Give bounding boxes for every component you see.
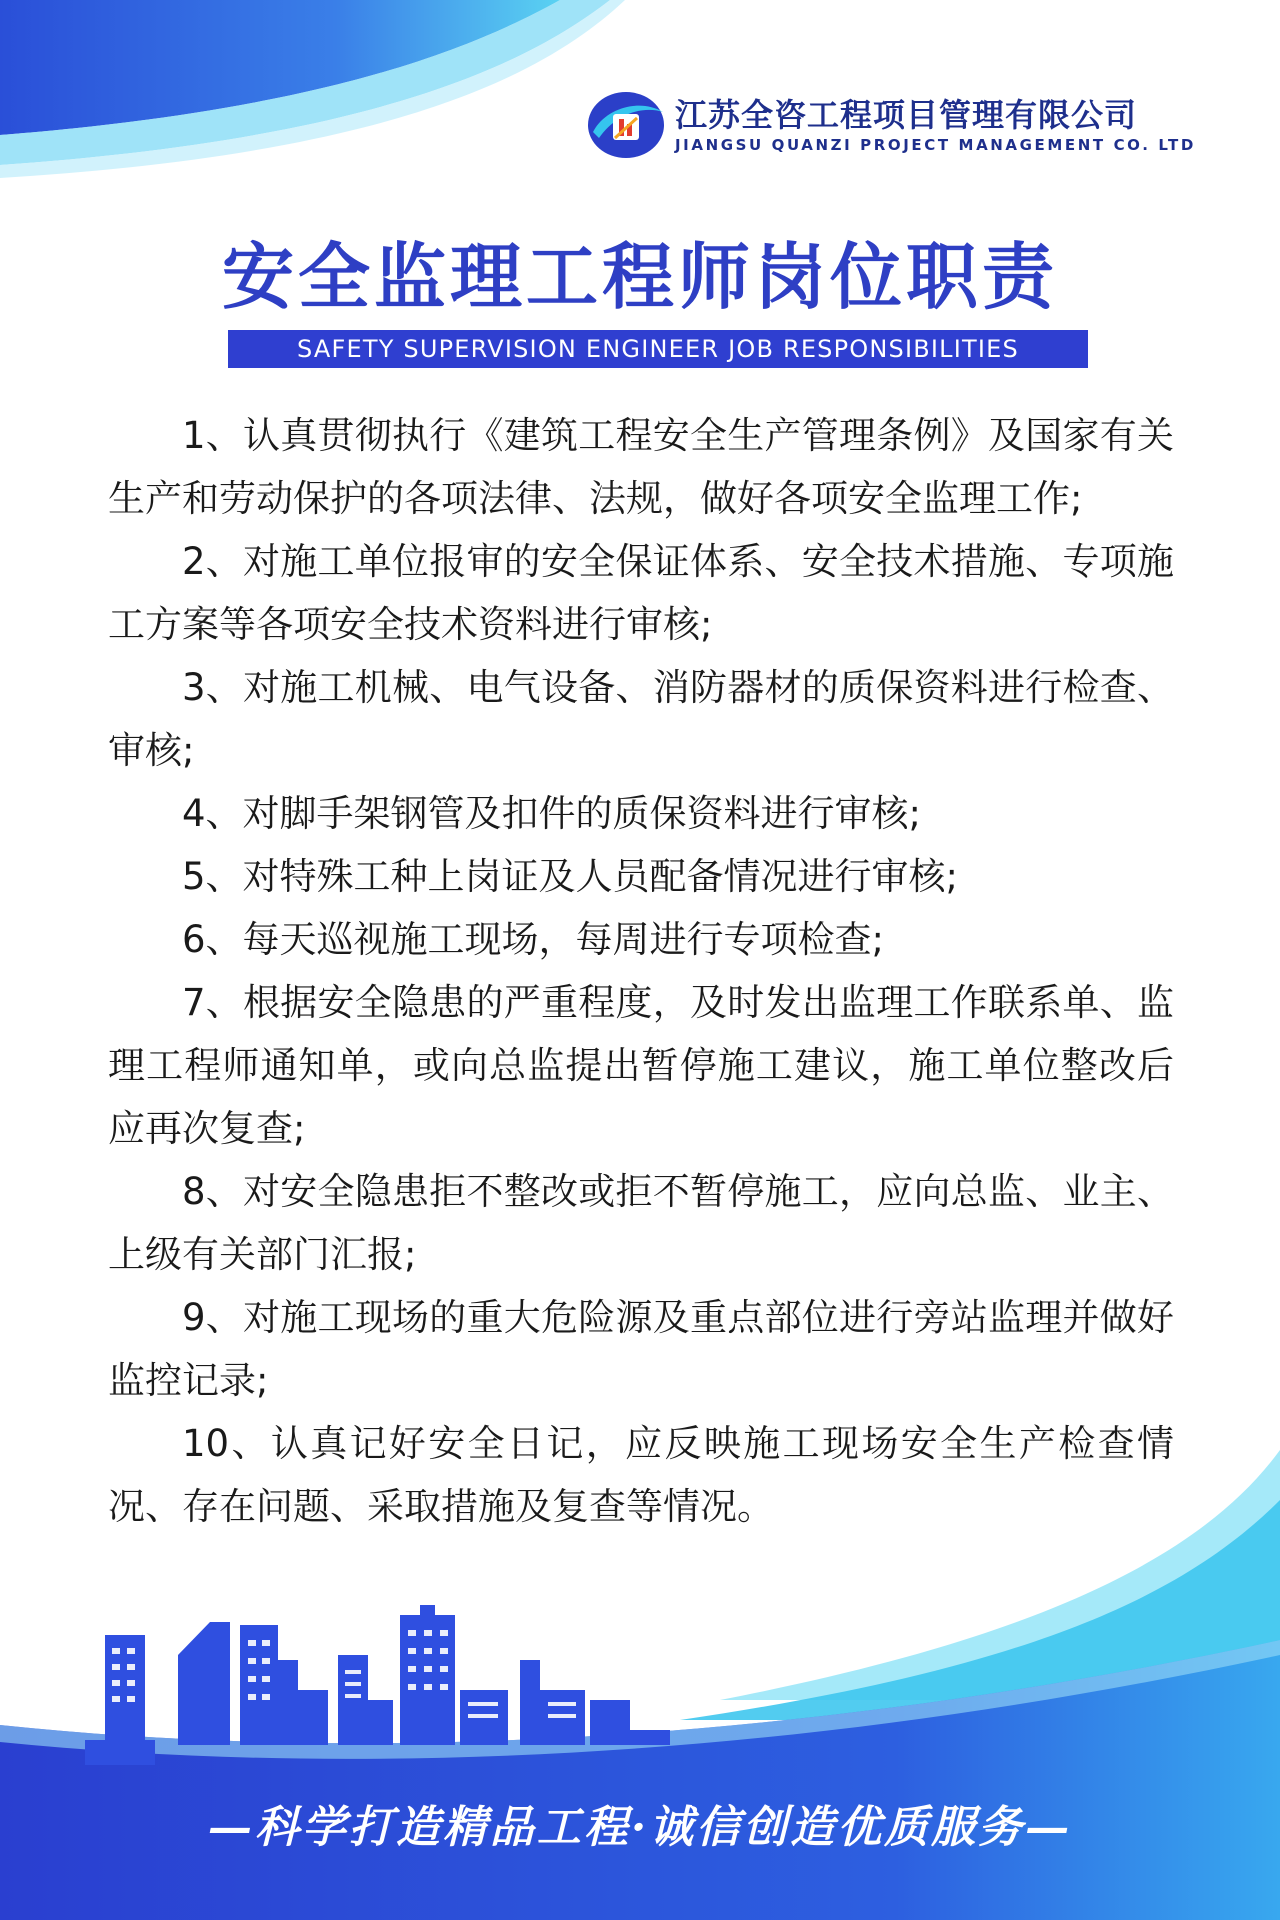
page-title: 安全监理工程师岗位职责 — [221, 234, 1058, 319]
responsibility-item-7: 7、根据安全隐患的严重程度，及时发出监理工作联系单、监理工程师通知单，或向总监提出暂停施工建议，施工单位整改后应再次复查; — [108, 981, 1174, 1150]
responsibility-item-5: 5、对特殊工种上岗证及人员配备情况进行审核; — [182, 855, 959, 898]
company-logo-icon — [585, 88, 667, 162]
footer-slogan: —科学打造精品工程·诚信创造优质服务— — [207, 1802, 1073, 1853]
responsibility-item-3: 3、对施工机械、电气设备、消防器材的质保资料进行检查、审核; — [108, 666, 1174, 772]
responsibility-list — [108, 404, 1174, 1538]
responsibility-item-8: 8、对安全隐患拒不整改或拒不暂停施工，应向总监、业主、上级有关部门汇报; — [108, 1170, 1174, 1276]
responsibility-item-1: 1、认真贯彻执行《建筑工程安全生产管理条例》及国家有关生产和劳动保护的各项法律、法规，做好各项安全监理工作; — [108, 414, 1174, 520]
company-header — [585, 88, 1196, 162]
responsibility-item-9: 9、对施工现场的重大危险源及重点部位进行旁站监理并做好监控记录; — [108, 1296, 1174, 1402]
company-name-cn: 江苏全咨工程项目管理有限公司 — [675, 96, 1138, 134]
responsibility-item-2: 2、对施工单位报审的安全保证体系、安全技术措施、专项施工方案等各项安全技术资料进行审核; — [108, 540, 1174, 646]
responsibility-item-6: 6、每天巡视施工现场，每周进行专项检查; — [182, 918, 885, 961]
responsibility-item-10: 10、认真记好安全日记，应反映施工现场安全生产检查情况、存在问题、采取措施及复查等情况。 — [108, 1422, 1174, 1528]
page-subtitle: SAFETY SUPERVISION ENGINEER JOB RESPONSIBILITIES — [297, 335, 1019, 363]
responsibility-item-4: 4、对脚手架钢管及扣件的质保资料进行审核; — [182, 792, 922, 835]
subtitle-bar — [228, 330, 1088, 368]
company-name-en: JIANGSU QUANZI PROJECT MANAGEMENT CO. LTD — [675, 136, 1196, 154]
